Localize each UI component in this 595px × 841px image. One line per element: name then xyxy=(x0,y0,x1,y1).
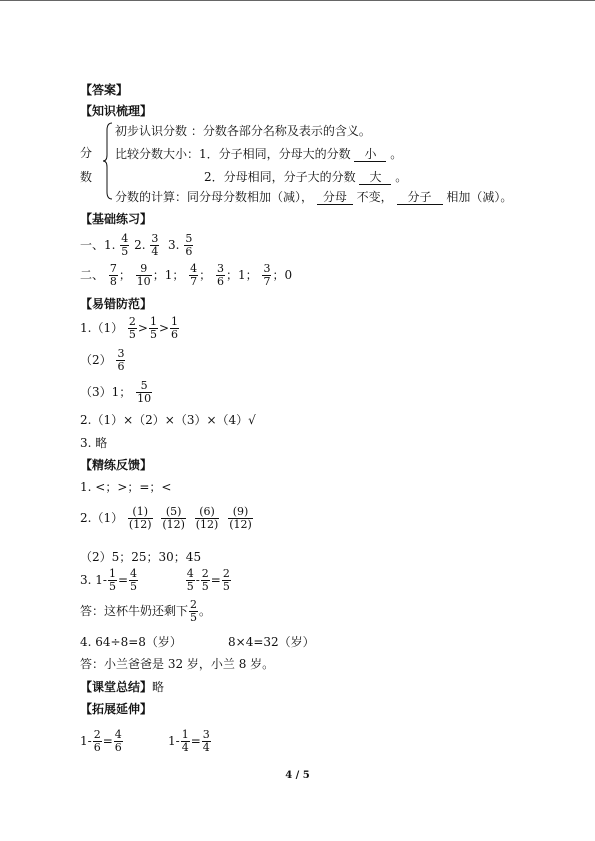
knowledge-line-3: 2．分母相同，分子大的分数 大 。 xyxy=(204,170,408,184)
extend-b: 1- $\frac{1}{4}$ = $\frac{3}{4}$ xyxy=(168,728,210,754)
answer-blank: 大 xyxy=(359,170,391,185)
error-q3: 3. 略 xyxy=(80,436,108,450)
fraction: $\frac{(5)}{(12)}$ xyxy=(162,505,185,531)
answer-blank: 分子 xyxy=(397,190,443,205)
fraction: $\frac{3}{4}$ xyxy=(151,232,159,258)
fraction: $\frac{5}{6}$ xyxy=(185,232,193,258)
error-q1-2: （2） $\frac{3}{6}$ xyxy=(80,347,125,373)
fraction: $\frac{1}{4}$ xyxy=(181,728,189,754)
fraction: $\frac{(6)}{(12)}$ xyxy=(195,505,219,531)
fraction: $\frac{4}{5}$ xyxy=(130,567,138,593)
fraction: $\frac{3}{6}$ xyxy=(217,262,224,288)
fraction: $\frac{3}{6}$ xyxy=(117,347,125,373)
practice-q2-2: （2）5；25；30；45 xyxy=(80,550,202,564)
fraction: $\frac{2}{6}$ xyxy=(93,728,101,754)
extend-heading: 【拓展延伸】 xyxy=(80,702,153,716)
practice-heading: 【精练反馈】 xyxy=(80,458,153,472)
practice-q3-answer: 答：这杯牛奶还剩下 $\frac{2}{5}$ 。 xyxy=(80,598,212,624)
fraction: $\frac{4}{5}$ xyxy=(186,567,194,593)
error-heading: 【易错防范】 xyxy=(80,297,153,311)
top-rule xyxy=(0,0,595,1)
fraction: $\frac{(1)}{(12)}$ xyxy=(128,505,152,531)
practice-q4-b: 8×4=32（岁） xyxy=(228,635,315,649)
fraction: $\frac{1}{5}$ xyxy=(108,567,116,593)
basic-heading: 【基础练习】 xyxy=(80,212,153,226)
fraction: $\frac{4}{7}$ xyxy=(190,262,198,288)
practice-q4-answer: 答：小兰爸爸是 32 岁，小兰 8 岁。 xyxy=(80,657,275,671)
knowledge-side-label-2: 数 xyxy=(80,170,93,184)
knowledge-brace xyxy=(103,122,113,200)
fraction: $\frac{2}{5}$ xyxy=(201,567,209,593)
basic-row-2: 二、 $\frac{7}{8}$ ； $\frac{9}{10}$ ；1； $\frac{4}{7}$ ； $\frac{3}{6}$ ；1； $\frac{3}{7}$ ；0 xyxy=(80,262,293,288)
knowledge-line-2: 比较分数大小：1．分子相同，分母大的分数 小 。 xyxy=(115,147,403,161)
basic-row-1: 一、1. $\frac{4}{5}$ 2. $\frac{3}{4}$ 3. $\frac{5}{6}$ xyxy=(80,232,193,258)
fraction: $\frac{4}{5}$ xyxy=(121,232,129,258)
fraction: $\frac{2}{5}$ xyxy=(190,598,198,624)
extend-a: 1- $\frac{2}{6}$ = $\frac{4}{6}$ xyxy=(80,728,122,754)
fraction: $\frac{7}{8}$ xyxy=(109,262,117,288)
fraction: $\frac{1}{6}$ xyxy=(171,315,179,341)
error-q1-3: （3）1； $\frac{5}{10}$ xyxy=(80,379,152,405)
page-number: 4 / 5 xyxy=(285,770,310,781)
error-q2: 2.（1）×（2）×（3）×（4）√ xyxy=(80,413,256,427)
fraction: $\frac{(9)}{(12)}$ xyxy=(229,505,252,531)
practice-q4-a: 4. 64÷8=8（岁） xyxy=(80,635,182,649)
practice-q3: 3. 1- $\frac{1}{5}$ = $\frac{4}{5}$ $\frac{4}{5}$ - $\frac{2}{5}$ = $\frac{2}{5}$ xyxy=(80,567,230,593)
fraction: $\frac{2}{5}$ xyxy=(222,567,230,593)
answer-blank: 分母 xyxy=(317,190,353,205)
answer-blank: 小 xyxy=(354,147,386,162)
knowledge-line-4: 分数的计算：同分母分数相加（减）， 分母 不变， 分子 相加（减）。 xyxy=(115,190,513,204)
practice-q2-1: 2.（1） $\frac{(1)}{(12)}$ $\frac{(5)}{(12)}$ $\frac{(6)}{(12)}$ $\frac{(9)}{(12)}$ xyxy=(80,505,252,531)
answer-heading: 【答案】 xyxy=(80,83,129,97)
fraction: $\frac{2}{5}$ xyxy=(128,315,136,341)
knowledge-side-label-1: 分 xyxy=(80,146,93,160)
fraction: $\frac{3}{7}$ xyxy=(263,262,271,288)
practice-q1: 1. <；>；=；< xyxy=(80,480,172,494)
fraction: $\frac{9}{10}$ xyxy=(136,262,151,288)
fraction: $\frac{4}{6}$ xyxy=(114,728,122,754)
knowledge-line-1: 初步认识分数 ：分数各部分名称及表示的含义。 xyxy=(115,124,371,138)
knowledge-heading: 【知识梳理】 xyxy=(80,104,153,118)
error-q1-1: 1.（1） $\frac{2}{5}$ > $\frac{1}{5}$ > $\frac{1}{6}$ xyxy=(80,315,179,341)
fraction: $\frac{1}{5}$ xyxy=(149,315,157,341)
summary-heading: 【课堂总结】 xyxy=(80,680,153,694)
summary-row xyxy=(80,680,164,694)
summary-text: 略 xyxy=(152,680,165,694)
fraction: $\frac{5}{10}$ xyxy=(137,379,152,405)
fraction: $\frac{3}{4}$ xyxy=(202,728,210,754)
